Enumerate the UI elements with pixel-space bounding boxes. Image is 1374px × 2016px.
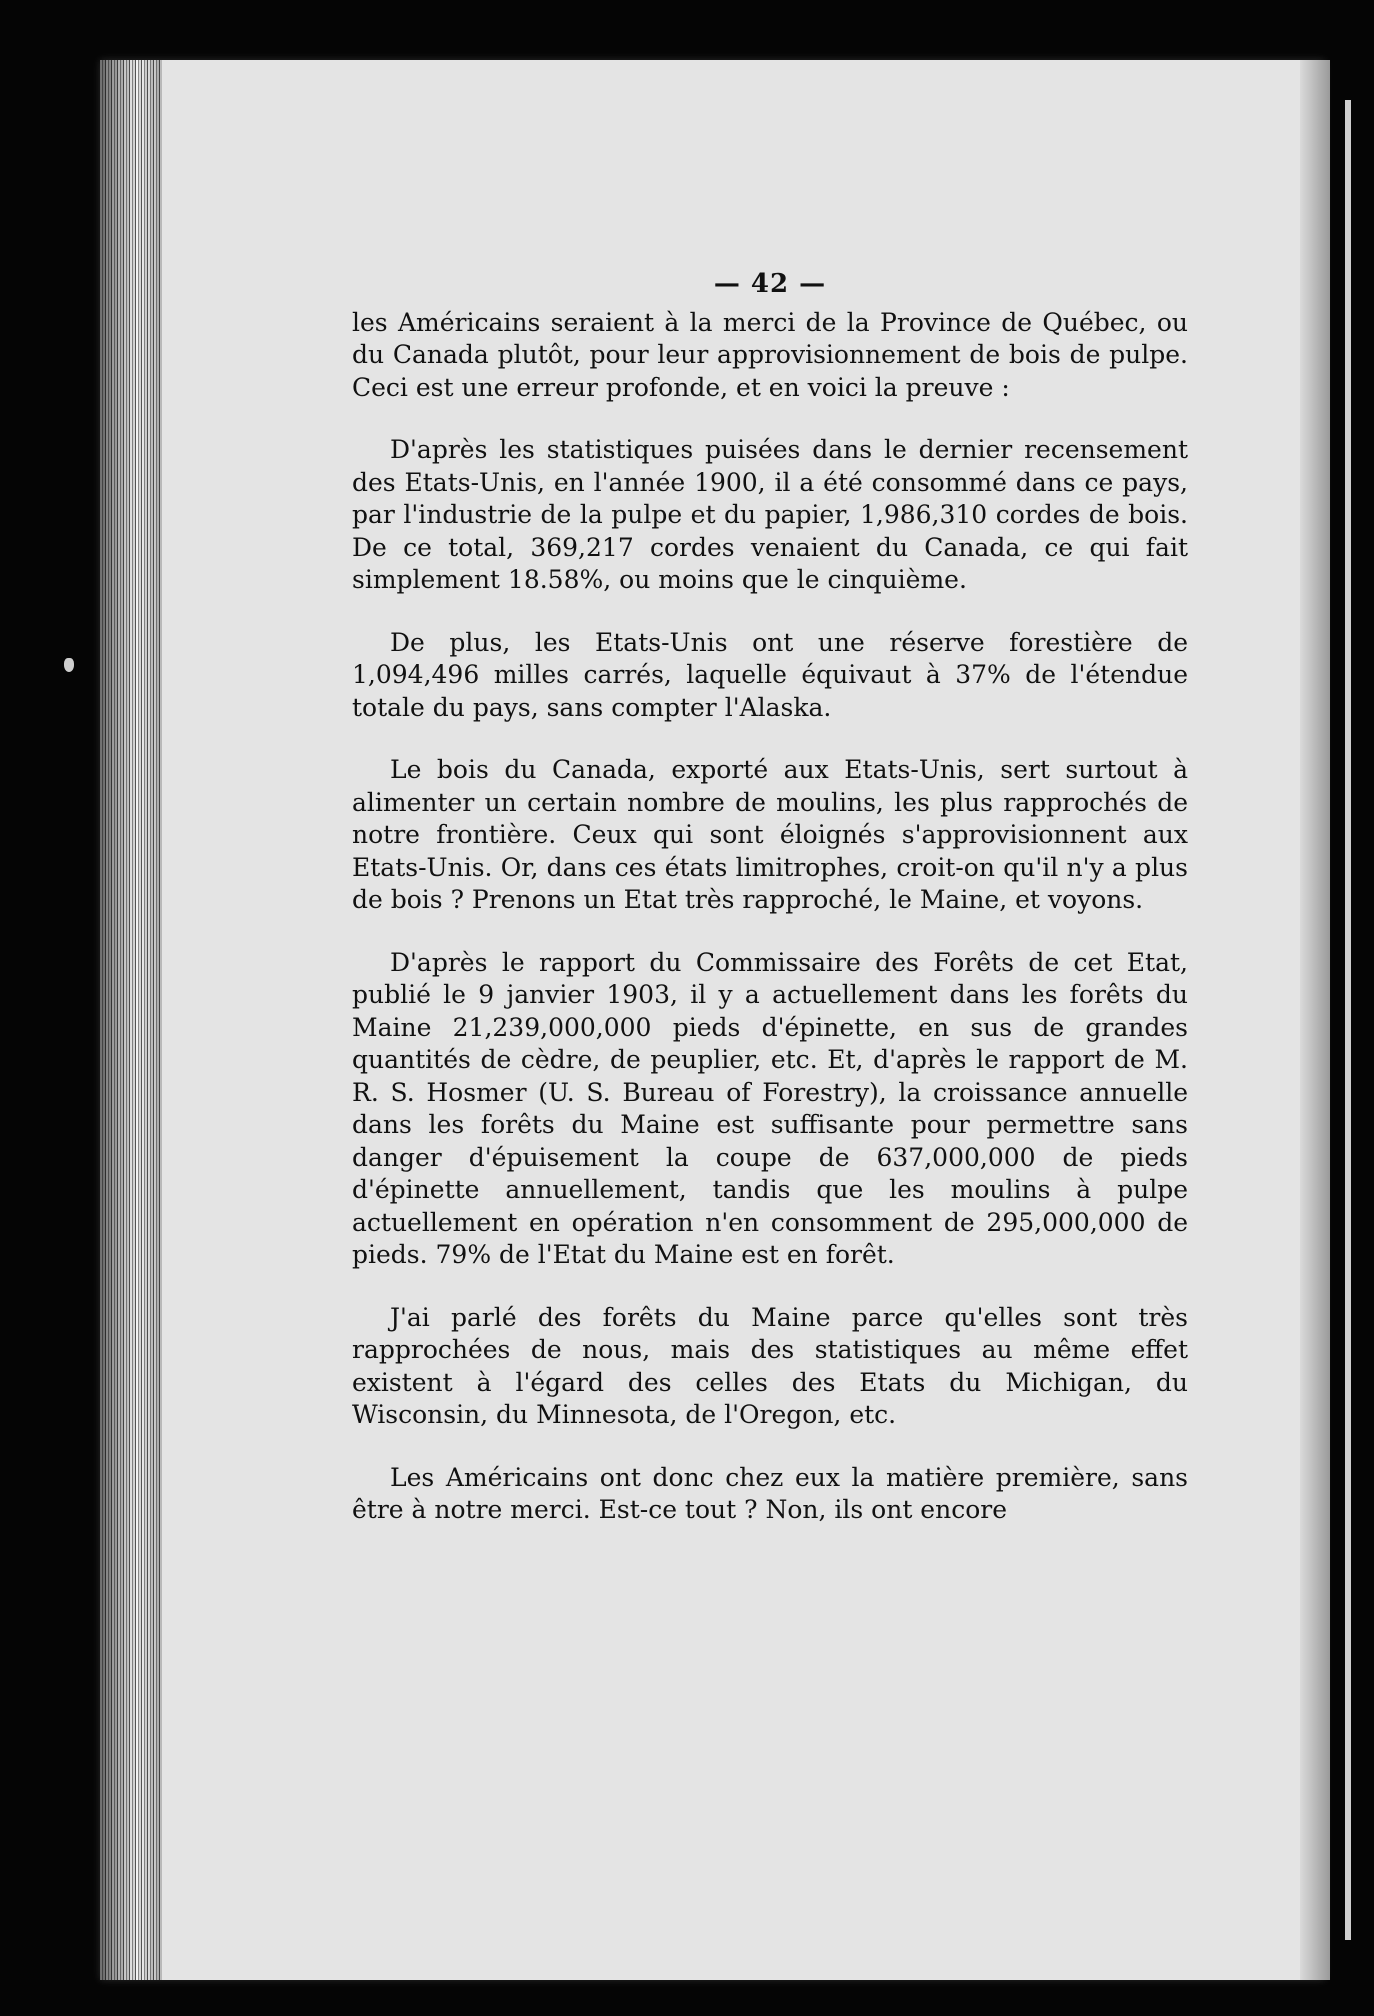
paragraph-6: J'ai parlé des forêts du Maine parce qu'elles sont très rapprochées de nous, mais des statistiques au même effet existent à l'égard des celles des Etats du Michigan, du Wisconsin, du Minnesota, de l'Oregon, etc.: [352, 1302, 1188, 1429]
paragraph-7: Les Américains ont donc chez eux la matière première, sans être à notre merci. Est-ce tout ? Non, ils ont encore: [352, 1462, 1188, 1524]
page-text: [352, 268, 1188, 1557]
paragraph-1: les Américains seraient à la merci de la Province de Québec, ou du Canada plutôt, pour leur approvisionnement de bois de pulpe. Ceci est une erreur profonde, et en voici la preuve :: [352, 307, 1188, 402]
page-number: — 42 —: [713, 269, 827, 299]
paragraph-2: D'après les statistiques puisées dans le dernier recensement des Etats-Unis, en l'année 1900, il a été consommé dans ce pays, par l'industrie de la pulpe et du papier, 1,986,310 cordes de bois. De ce total, 369,217 cordes venaient du Canada, ce qui fait simplement 18.58%, ou moins que le cinquième.: [352, 435, 1188, 594]
gutter-line: [1345, 100, 1351, 1940]
paragraph-3: De plus, les Etats-Unis ont une réserve forestière de 1,094,496 milles carrés, laquelle équivaut à 37% de l'étendue totale du pays, sans compter l'Alaska.: [352, 627, 1188, 722]
right-page-edge: [1300, 60, 1330, 1980]
page-edges-shadow: [100, 60, 162, 1980]
margin-blemish: [64, 658, 74, 672]
paragraph-5: D'après le rapport du Commissaire des Forêts de cet Etat, publié le 9 janvier 1903, il y a actuellement dans les forêts du Maine 21,239,000,000 pieds d'épinette, en sus de grandes quantités de cèdre, de peuplier, etc. Et, d'après le rapport de M. R. S. Hosmer (U. S. Bureau of Forestry), la croissance annuelle dans les forêts du Maine est suffisante pour permettre sans danger d'épuisement la coupe de 637,000,000 de pieds d'épinette annuellement, tandis que les moulins à pulpe actuellement en opération n'en consomment de 295,000,000 de pieds. 79% de l'Etat du Maine est en forêt.: [352, 947, 1188, 1269]
paragraph-4: Le bois du Canada, exporté aux Etats-Unis, sert surtout à alimenter un certain nombre de moulins, les plus rapprochés de notre frontière. Ceux qui sont éloignés s'approvisionnent aux Etats-Unis. Or, dans ces états limitrophes, croit-on qu'il n'y a plus de bois ? Prenons un Etat très rapproché, le Maine, et voyons.: [352, 755, 1188, 914]
